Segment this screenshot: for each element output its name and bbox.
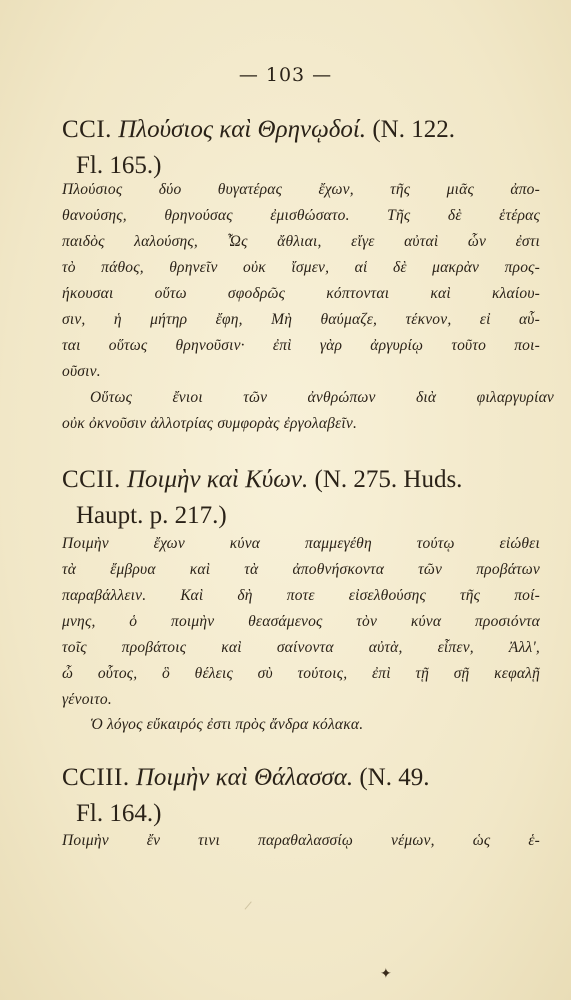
text-line: οῦσιν. [62,363,101,380]
fable-reference-cont: Fl. 165.) [76,152,162,179]
fable-heading-ccii [62,462,542,534]
fable-title: Ποιμὴν καὶ Θάλασσα. [135,764,354,791]
paper-speck [245,901,263,918]
fable-reference: (N. 49. [359,764,430,791]
fable-heading-cciii [62,760,542,832]
moral-line: Οὕτως ἔνιοι τῶν ἀνθρώπων διὰ φιλαργυρίαν [90,389,554,406]
text-line: Ποιμὴν ἔχων κύνα παμμεγέθη τούτῳ εἰώθει [62,535,540,552]
fable-reference-cont: Fl. 164.) [76,800,162,827]
text-line: ήκουσαι οὕτω σφοδρῶς κόπτονται καὶ κλαίου- [62,285,540,302]
text-line: Πλούσιος δύο θυγατέρας ἔχων, τῆς μιᾶς ἀπο- [62,181,540,198]
text-line: ται οὕτως θρηνοῦσιν· ἐπὶ γὰρ ἀργυρίῳ τοῦτο ποι- [62,337,540,354]
text-line: σιν, ἡ μήτηρ ἔφη, Μὴ θαύμαζε, τέκνον, εἰ αὗ- [62,311,540,328]
text-line: γένοιτο. [62,691,112,708]
fable-title: Πλούσιος καὶ Θρηνῳδοί. [118,116,367,143]
fable-reference: (N. 275. Huds. [314,466,463,493]
fable-number: CCIII. [62,764,130,791]
text-line: τὸ πάθος, θρηνεῖν οὐκ ἴσμεν, αἱ δὲ μακρὰν προς- [62,259,540,276]
moral-line: Ὁ λόγος εὔκαιρός ἐστι πρὸς ἄνδρα κόλακα. [90,716,364,733]
text-line: τὰ ἔμβρυα καὶ τὰ ἀποθνήσκοντα τῶν προβάτων [62,561,540,578]
moral-line: οὐκ ὀκνοῦσιν ἀλλοτρίας συμφορὰς ἐργολαβεῖν. [62,415,358,432]
text-line: ὦ οὗτος, ὃ θέλεις σὺ τούτοις, ἐπὶ τῇ σῇ κεφαλῇ [62,665,540,682]
text-line: μνης, ὁ ποιμὴν θεασάμενος τὸν κύνα προσιόντα [62,613,540,630]
text-line: τοῖς προβάτοις καὶ σαίνοντα αὐτὰ, εἶπεν, Ἀλλ', [62,639,540,656]
ornament-icon: ✦ [380,966,392,982]
fable-number: CCII. [62,466,121,493]
fable-number: CCI. [62,116,112,143]
text-line: παιδὸς λαλούσης, Ὦς ἄθλιαι, εἴγε αὐταὶ ὧν ἐστι [62,233,540,250]
text-line: παραβάλλειν. Καὶ δὴ ποτε εἰσελθούσης τῆς ποί- [62,587,540,604]
fable-reference: (N. 122. [372,116,455,143]
text-line: Ποιμὴν ἔν τινι παραθαλασσίῳ νέμων, ὡς ἑ- [62,832,540,849]
fable-heading-cci [62,112,542,184]
fable-reference-cont: Haupt. p. 217.) [76,502,227,529]
fable-title: Ποιμὴν καὶ Κύων. [127,466,309,493]
page-number: — 103 — [238,64,333,86]
text-line: θανούσης, θρηνούσας ἐμισθώσατο. Τῆς δὲ ἑτέρας [62,207,540,224]
